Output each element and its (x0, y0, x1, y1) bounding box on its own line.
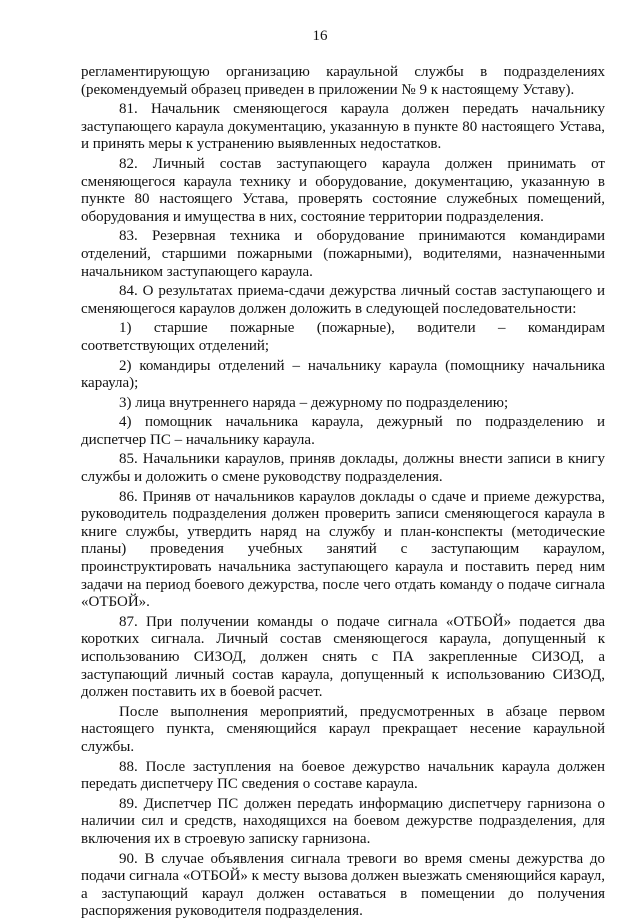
paragraph-89: 89. Диспетчер ПС должен передать информацию диспетчеру гарнизона о наличии сил и средств, находящихся на боевом дежурстве подразделения, для включения их в строевую записку гарнизона. (81, 795, 605, 847)
list-item-84-3: 3) лица внутреннего наряда – дежурному по подразделению; (119, 394, 509, 411)
list-item-84-4: 4) помощник начальника караула, дежурный по подразделению и диспетчер ПС – начальнику караула. (81, 414, 605, 448)
paragraph-84: 84. О результатах приема-сдачи дежурства личный состав заступающего и сменяющегося караулов должен доложить в следующей последовательности: (81, 283, 605, 317)
paragraph-continuation: регламентирующую организацию караульной службы в подразделениях (рекомендуемый образец приведен в приложении № 9 к настоящему Уставу). (81, 64, 605, 98)
paragraph-81: 81. Начальник сменяющегося караула должен передать начальнику заступающего караула документацию, указанную в пункте 80 настоящего Устава, и принять меры к устранению выявленных недостатков. (81, 101, 605, 153)
list-item-84-1: 1) старшие пожарные (пожарные), водители – командирам соответствующих отделений; (81, 320, 605, 354)
page-number: 16 (312, 28, 328, 44)
paragraph-82: 82. Личный состав заступающего караула должен принимать от сменяющегося караула технику и оборудование, документацию, указанную в пункте 80 настоящего Устава, проверять состояние служебных помещений, оборудования и имущества в них, состояние территории подразделения. (81, 155, 605, 225)
paragraph-87-second: После выполнения мероприятий, предусмотренных в абзаце первом настоящего пункта, сменяющийся караул прекращает несение караульной службы. (81, 703, 605, 755)
document-body (81, 64, 605, 921)
list-item-84-2: 2) командиры отделений – начальнику караула (помощнику начальника караула); (81, 357, 605, 392)
paragraph-87: 87. При получении команды о подаче сигнала «ОТБОЙ» подается два коротких сигнала. Личный состав сменяющегося караула, допущенный к использованию СИЗОД, должен снять с ПА закрепленные СИЗОД, а заступающий личный состав караула, допущенный к использованию СИЗОД, должен поставить их в боевой расчет. (81, 613, 605, 701)
paragraph-83: 83. Резервная техника и оборудование принимаются командирами отделений, старшими пожарными (пожарными), водителями, назначенными начальником заступающего караула. (81, 228, 605, 280)
paragraph-90: 90. В случае объявления сигнала тревоги во время смены дежурства до подачи сигнала «ОТБОЙ» к месту вызова должен выезжать сменяющийся караул, а заступающий караул должен оставаться в помещении до получения распоряжения руководителя подразделения. (81, 850, 605, 920)
paragraph-88: 88. После заступления на боевое дежурство начальник караула должен передать диспетчеру ПС сведения о составе караула. (81, 758, 605, 793)
paragraph-85: 85. Начальники караулов, приняв доклады, должны внести записи в книгу службы и доложить о смене руководству подразделения. (81, 451, 605, 486)
paragraph-86: 86. Приняв от начальников караулов доклады о сдаче и приеме дежурства, руководитель подразделения должен проверить записи сменяющегося караула в книге службы, утвердить наряд на службу и план-конспекты (методические планы) проведения учебных занятий с заступающим караулом, проинструктировать начальника заступающего караула и поставить перед ним задачи на период боевого дежурства, после чего отдать команду о подаче сигнала «ОТБОЙ». (81, 488, 605, 611)
